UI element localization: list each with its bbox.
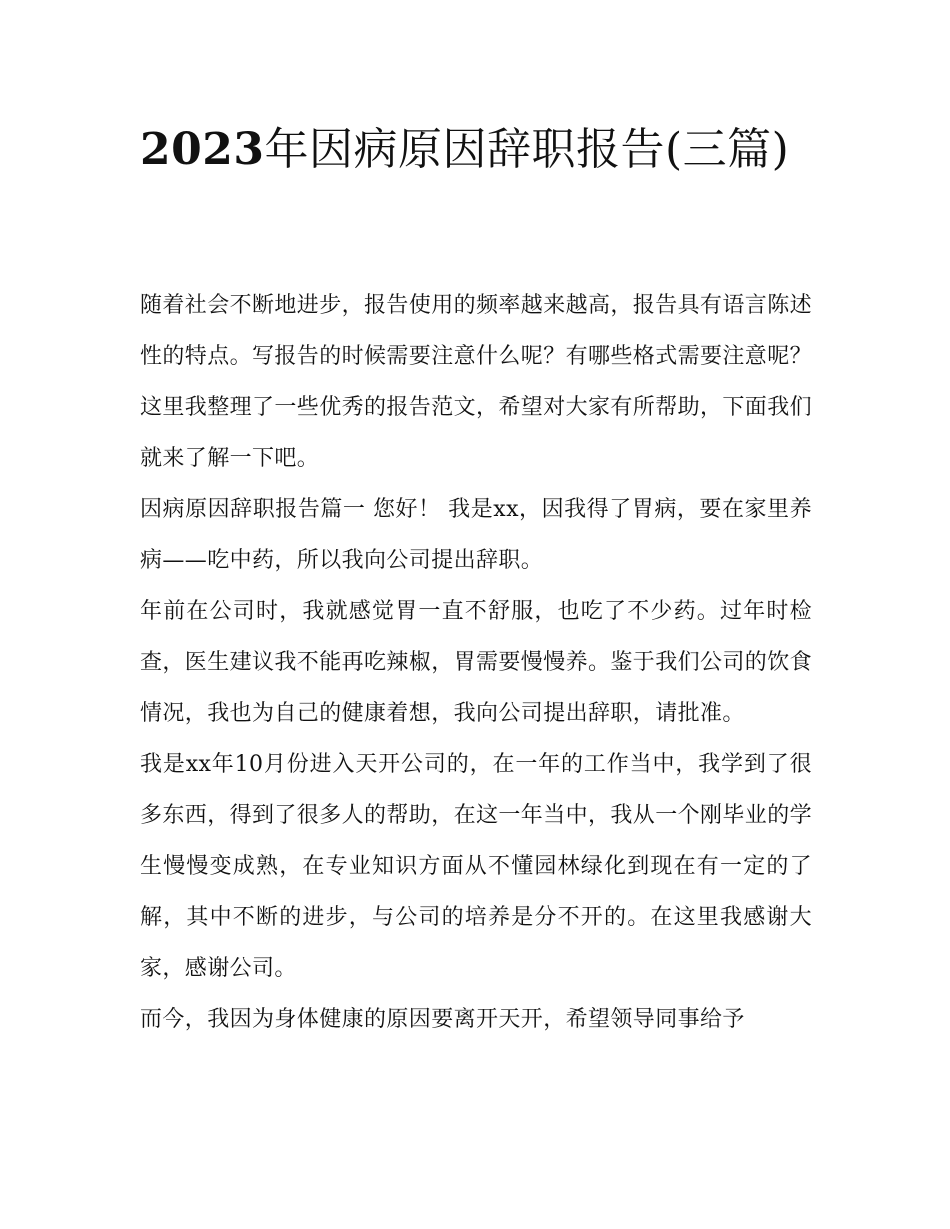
paragraph-greeting: 因病原因辞职报告篇一 您好！ 我是xx，因我得了胃病，要在家里养病——吃中药，所以我向公司提出辞职。 <box>140 497 812 573</box>
paragraph-closing: 而今，我因为身体健康的原因要离开天开，希望领导同事给予 <box>140 1007 745 1032</box>
title-text: 年因病原因辞职报告(三篇) <box>264 124 790 175</box>
document-body <box>140 280 812 1045</box>
paragraph-intro: 随着社会不断地进步，报告使用的频率越来越高，报告具有语言陈述性的特点。写报告的时候需要注意什么呢？有哪些格式需要注意呢？这里我整理了一些优秀的报告范文，希望对大家有所帮助，下面我们就来了解一下吧。 <box>140 293 813 471</box>
title-year: 2023 <box>140 124 265 175</box>
paragraph-gratitude: 我是xx年10月份进入天开公司的，在一年的工作当中，我学到了很多东西，得到了很多人的帮助，在这一年当中，我从一个刚毕业的学生慢慢变成熟，在专业知识方面从不懂园林绿化到现在有一定的了解，其中不断的进步，与公司的培养是分不开的。在这里我感谢大家，感谢公司。 <box>140 752 813 981</box>
paragraph-reason: 年前在公司时，我就感觉胃一直不舒服，也吃了不少药。过年时检查，医生建议我不能再吃辣椒，胃需要慢慢养。鉴于我们公司的饮食情况，我也为自己的健康着想，我向公司提出辞职，请批准。 <box>140 599 813 726</box>
page-title <box>140 112 810 187</box>
